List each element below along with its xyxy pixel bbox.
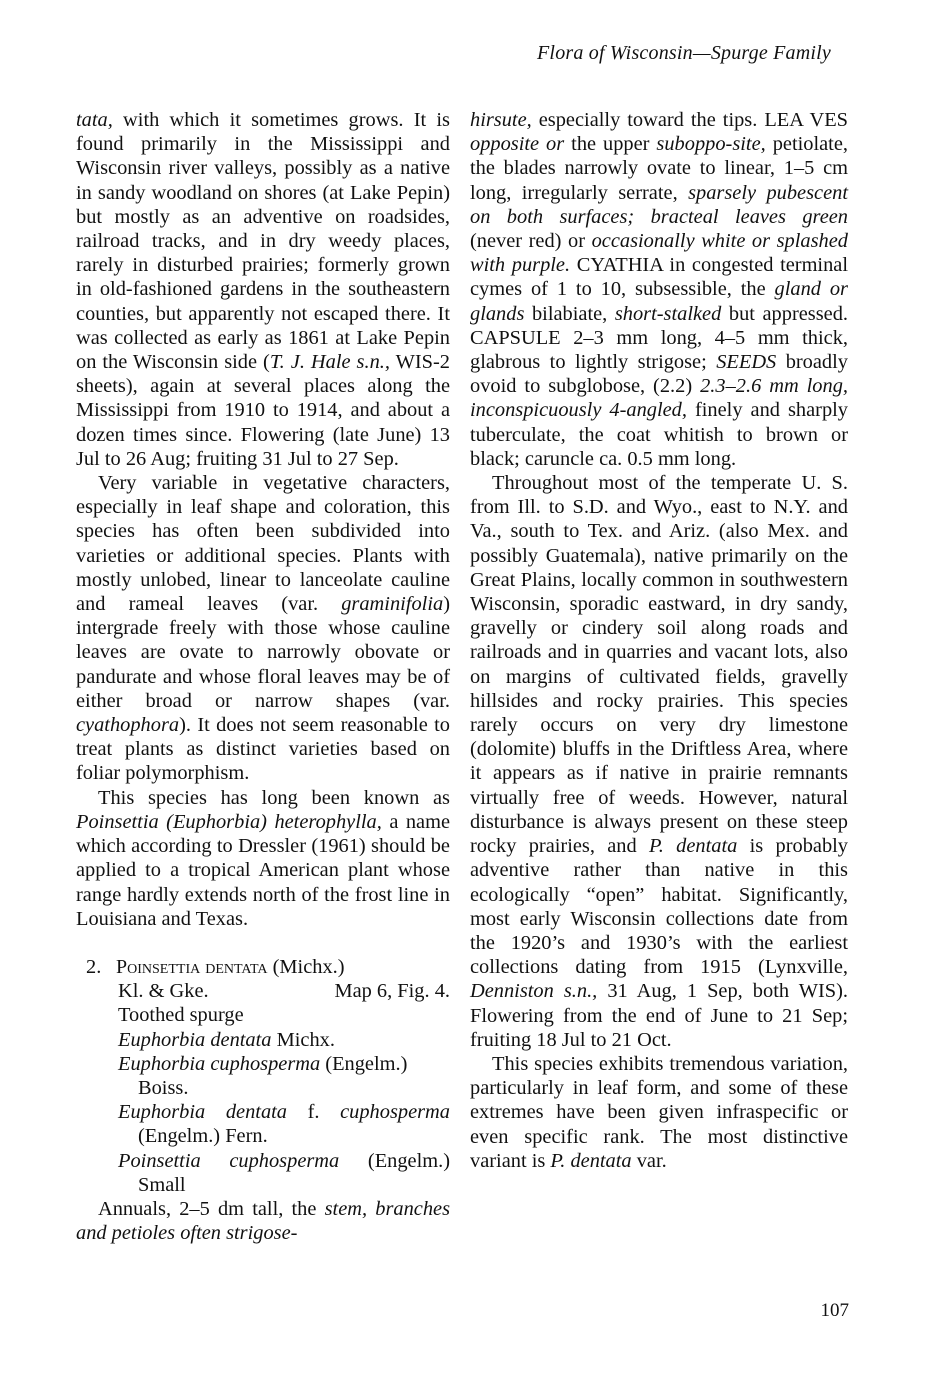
italic-run: hirsute, [470,109,532,131]
italic-run: Euphorbia dentata [118,1028,272,1051]
species-author-continued: Kl. & Gke. [118,980,209,1003]
italic-run: opposite or [470,133,565,156]
page-number: 107 [820,1300,849,1321]
right-paragraph-2: Throughout most of the temperate U. S. from Ill. to S.D. and Wyo., east to N.Y. and Va., south to Tex. and Ariz. (also Mex. and possibly Guatemala), native primarily on the Great Plains, locally common in southwestern Wisconsin, sporadic eastward, in dry sandy, gravelly or cindery soil along roads and railroads and in quarries and vacant lots, also on margins of cultivated fields, gravelly hillsides and rocky prairies. This species rarely occurs on very dry limestone (dolomite) bluffs in the Driftless Area, where it appears as if native in prairie remnants virtually free of weeds. However, natural disturbance is always present on these steep rocky prairies, and P. dentata is probably adventive rather than native in this ecologically “open” habitat. Significantly, most early Wisconsin collections date from the 1920’s and 1930’s with the earliest collections dating from 1915 (Lynxville, Denniston s.n., 31 Aug, 1 Sep, both WIS). Flowering from the end of June to 21 Sep; fruiting 18 Jul to 21 Oct. [470,472,848,1051]
italic-run: Poinsettia (Euphorbia) heterophylla, [76,810,382,833]
synonym-3-continued: (Engelm.) Fern. [138,1125,268,1148]
right-column [470,108,848,1173]
italic-run: occasionally white or splashed with purple. [470,230,848,277]
italic-run: Poinsettia cuphosperma [118,1149,340,1172]
italic-run: Denniston s.n., [470,980,598,1003]
italic-run: P. dentata [550,1149,632,1172]
author-map-row [118,979,450,1003]
italic-run: gland or glands [470,278,848,325]
italic-run: graminifolia [341,593,444,616]
running-head: Flora of Wisconsin—Spurge Family [537,42,831,64]
left-paragraph-3: This species has long been known as Poinsettia (Euphorbia) heterophylla, a name which according to Dressler (1961) should be applied to a tropical American plant whose range hardly extends north of the frost line in Louisiana and Texas. [76,786,450,930]
italic-run: sparsely pubescent on both surfaces; bracteal leaves green [470,181,849,228]
italic-run: T. J. Hale s.n., [269,351,390,374]
right-paragraph-3: This species exhibits tremendous variation, particularly in leaf form, and some of these extremes have been given infraspecific or even specific rank. The most distinctive variant is P. dentata var. [470,1052,848,1172]
common-name: Toothed spurge [118,1004,244,1027]
italic-run: suboppo-site, [656,133,766,156]
italic-run: stem, branches and petioles often strigose- [76,1197,451,1245]
italic-run: tata, [76,109,113,131]
italic-run: short-stalked [614,302,722,325]
species-entry [76,955,450,1197]
italic-run: cuphosperma [340,1101,450,1124]
synonym-2-continued: Boiss. [138,1076,189,1099]
left-column [76,108,450,1245]
left-paragraph-1: tata, with which it sometimes grows. It is found primarily in the Mississippi and Wisconsin river valleys, possibly as a native in sandy woodland on shores (at Lake Pepin) but mostly as an adventive on roadsides, railroad tracks, and in dry weedy places, rarely in disturbed prairies; formerly grown in old-fashioned gardens in the southeastern counties, but apparently not escaped there. It was collected as early as 1861 at Lake Pepin on the Wisconsin side (T. J. Hale s.n., WIS-2 sheets), again at several places along the Mississippi from 1910 to 1914, and about a dozen times since. Flowering (late June) 13 Jul to 26 Aug; fruiting 31 Jul to 27 Sep. [76,109,450,470]
species-name: Poinsettia dentata [116,955,268,978]
species-entry-heading [76,955,450,979]
synonym-2: Euphorbia cuphosperma (Engelm.) [118,1052,408,1075]
italic-run: 2.3–2.6 mm long, inconspicuously 4-angled, [470,375,848,422]
synonym-3: Euphorbia dentata f. cuphosperma [118,1101,450,1124]
synonym-4: Poinsettia cuphosperma (Engelm.) [118,1149,451,1172]
italic-run: P. dentata [648,835,738,858]
italic-run: Euphorbia dentata [118,1101,287,1124]
italic-run: Euphorbia cuphosperma [118,1052,321,1075]
map-reference: Map 6, Fig. 4. [334,980,450,1003]
italic-run: SEEDS [716,351,777,374]
synonym-1: Euphorbia dentata Michx. [118,1028,335,1051]
synonym-4-continued: Small [138,1173,186,1196]
species-description: Annuals, 2–5 dm tall, the stem, branches and petioles often strigose- [76,1197,451,1245]
left-paragraph-2: Very variable in vegetative characters, especially in leaf shape and coloration, this species has often been subdivided into varieties or additional species. Plants with mostly unlobed, linear to lanceolate cauline and rameal leaves (var. graminifolia) intergrade freely with those whose cauline leaves are ovate to narrowly obovate or pandurate and whose floral leaves may be of either broad or narrow shapes (var. cyathophora). It does not seem reasonable to treat plants as distinct varieties based on foliar polymorphism. [76,472,450,785]
right-paragraph-1: hirsute, especially toward the tips. LEA VES opposite or the upper suboppo-site, petiolate, the blades narrowly ovate to linear, 1–5 cm long, irregularly serrate, sparsely pubescent on both surfaces; bracteal leaves green (never red) or occasionally white or splashed with purple. CYATHIA in congested terminal cymes of 1 to 10, subsessible, the gland or glands bilabiate, short-stalked but appressed. CAPSULE 2–3 mm long, 4–5 mm thick, glabrous to lightly strigose; SEEDS broadly ovoid to subglobose, (2.2) 2.3–2.6 mm long, inconspicuously 4-angled, finely and sharply tuberculate, the coat whitish to brown or black; caruncle ca. 0.5 mm long. [470,109,849,470]
italic-run: cyathophora [76,714,180,737]
species-author: (Michx.) [267,955,345,978]
species-number: 2. [86,955,102,978]
